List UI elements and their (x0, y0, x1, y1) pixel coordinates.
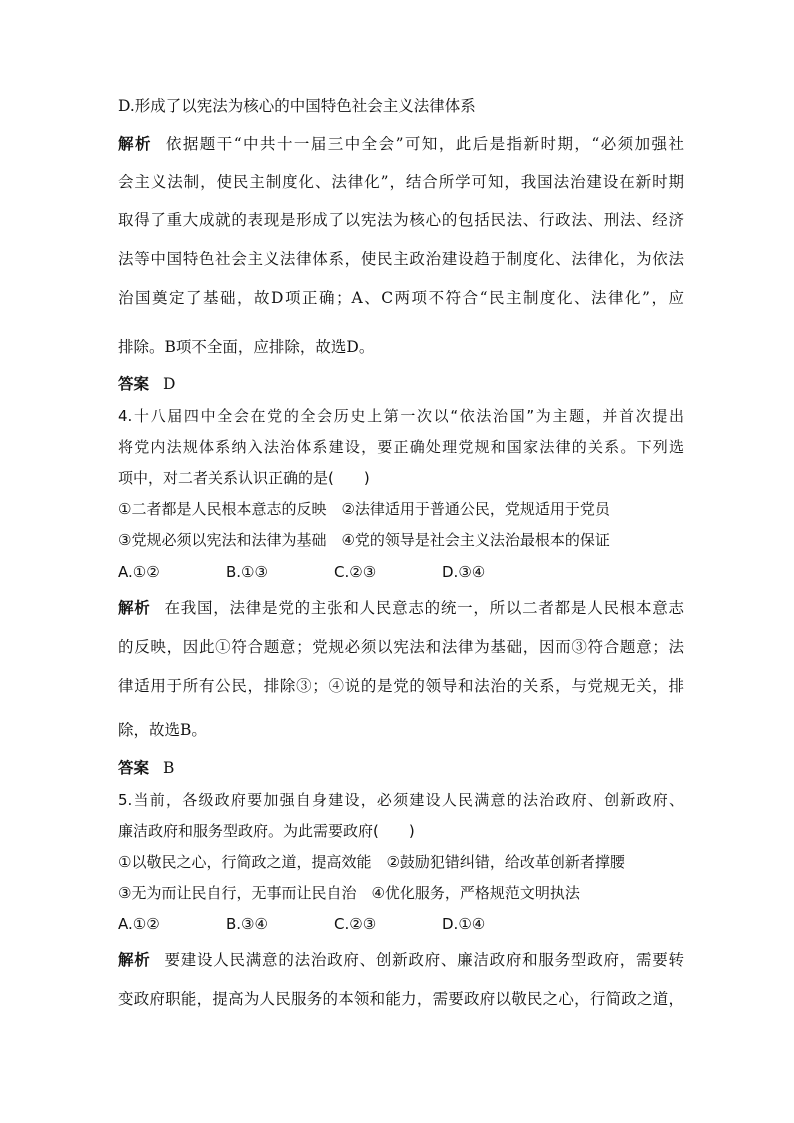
q3-answer (118, 373, 684, 395)
q5-stem-line-2: 廉洁政府和服务型政府。为此需要政府( ) (118, 822, 415, 840)
q3-option-d: D.形成了以宪法为核心的中国特色社会主义法律体系 (118, 97, 476, 115)
q3-analysis-line-2: 会主义法制，使民主制度化、法律化”，结合所学可知，我国法治建设在新时期 (118, 173, 684, 191)
q4-analysis-label: 解析 (118, 599, 151, 617)
q5-option-a: A.①② (118, 915, 160, 933)
q3-analysis-line-6: 排除。B项不全面，应排除，故选D。 (118, 338, 375, 356)
q4-answer-label: 答案 (118, 759, 150, 777)
q3-analysis-line-3: 取得了重大成就的表现是形成了以宪法为核心的包括民法、行政法、刑法、经济 (118, 211, 684, 229)
q3-analysis-line-1 (118, 133, 684, 155)
q4-options (118, 561, 684, 583)
q4-option-d: D.③④ (442, 563, 486, 581)
q4-answer-value: B (163, 759, 175, 777)
q3-answer-value: D (163, 375, 176, 393)
q4-analysis-line-3: 律适用于所有公民，排除③；④说的是党的领导和法治的关系，与党规无关，排 (118, 677, 684, 695)
q4-option-a: A.①② (118, 563, 160, 581)
q5-option-c: C.②③ (334, 915, 377, 933)
q5-analysis-label: 解析 (118, 951, 151, 969)
q5-options (118, 913, 684, 935)
q4-analysis-line-4: 除，故选B。 (118, 721, 207, 739)
q3-analysis-label: 解析 (118, 135, 152, 153)
q4-analysis-text-1: 在我国，法律是党的主张和人民意志的统一，所以二者都是人民根本意志 (164, 599, 684, 617)
q3-answer-label: 答案 (118, 375, 150, 393)
q4-statement-2: ③党规必须以宪法和法律为基础 ④党的领导是社会主义法治最根本的保证 (118, 531, 610, 549)
q4-stem-line-1: 4.十八届四中全会在党的全会历史上第一次以“依法治国”为主题，并首次提出 (118, 407, 684, 425)
q5-analysis-line-2: 变政府职能，提高为人民服务的本领和能力，需要政府以敬民之心，行简政之道， (118, 990, 684, 1008)
q5-statement-1: ①以敬民之心，行简政之道，提高效能 ②鼓励犯错纠错，给改革创新者撑腰 (118, 853, 625, 871)
q4-option-c: C.②③ (334, 563, 377, 581)
q4-option-b: B.①③ (226, 563, 268, 581)
q5-analysis-text-1: 要建设人民满意的法治政府、创新政府、廉洁政府和服务型政府，需要转 (164, 951, 684, 969)
q3-analysis-line-5: 治国奠定了基础，故D项正确；A、C两项不符合“民主制度化、法律化”，应 (118, 289, 684, 307)
q5-statement-2: ③无为而让民自行，无事而让民自治 ④优化服务，严格规范文明执法 (118, 884, 580, 902)
q4-stem-line-2: 将党内法规体系纳入法治体系建设，要正确处理党规和国家法律的关系。下列选 (118, 438, 684, 456)
q4-answer (118, 757, 684, 779)
q3-analysis-text-1: 依据题干“中共十一届三中全会”可知，此后是指新时期，“必须加强社 (165, 135, 684, 153)
q5-analysis-line-1 (118, 949, 684, 971)
q4-analysis-line-2: 的反映，因此①符合题意；党规必须以宪法和法律为基础，因而③符合题意；法 (118, 638, 684, 656)
q4-statement-1: ①二者都是人民根本意志的反映 ②法律适用于普通公民，党规适用于党员 (118, 500, 610, 518)
q5-option-b: B.③④ (226, 915, 268, 933)
q4-analysis-line-1 (118, 597, 684, 619)
q4-stem-line-3: 项中，对二者关系认识正确的是( ) (118, 469, 370, 487)
q3-analysis-line-4: 法等中国特色社会主义法律体系，使民主政治建设趋于制度化、法律化，为依法 (118, 250, 684, 268)
q5-stem-line-1: 5.当前，各级政府要加强自身建设，必须建设人民满意的法治政府、创新政府、 (118, 791, 684, 809)
q5-option-d: D.①④ (442, 915, 486, 933)
